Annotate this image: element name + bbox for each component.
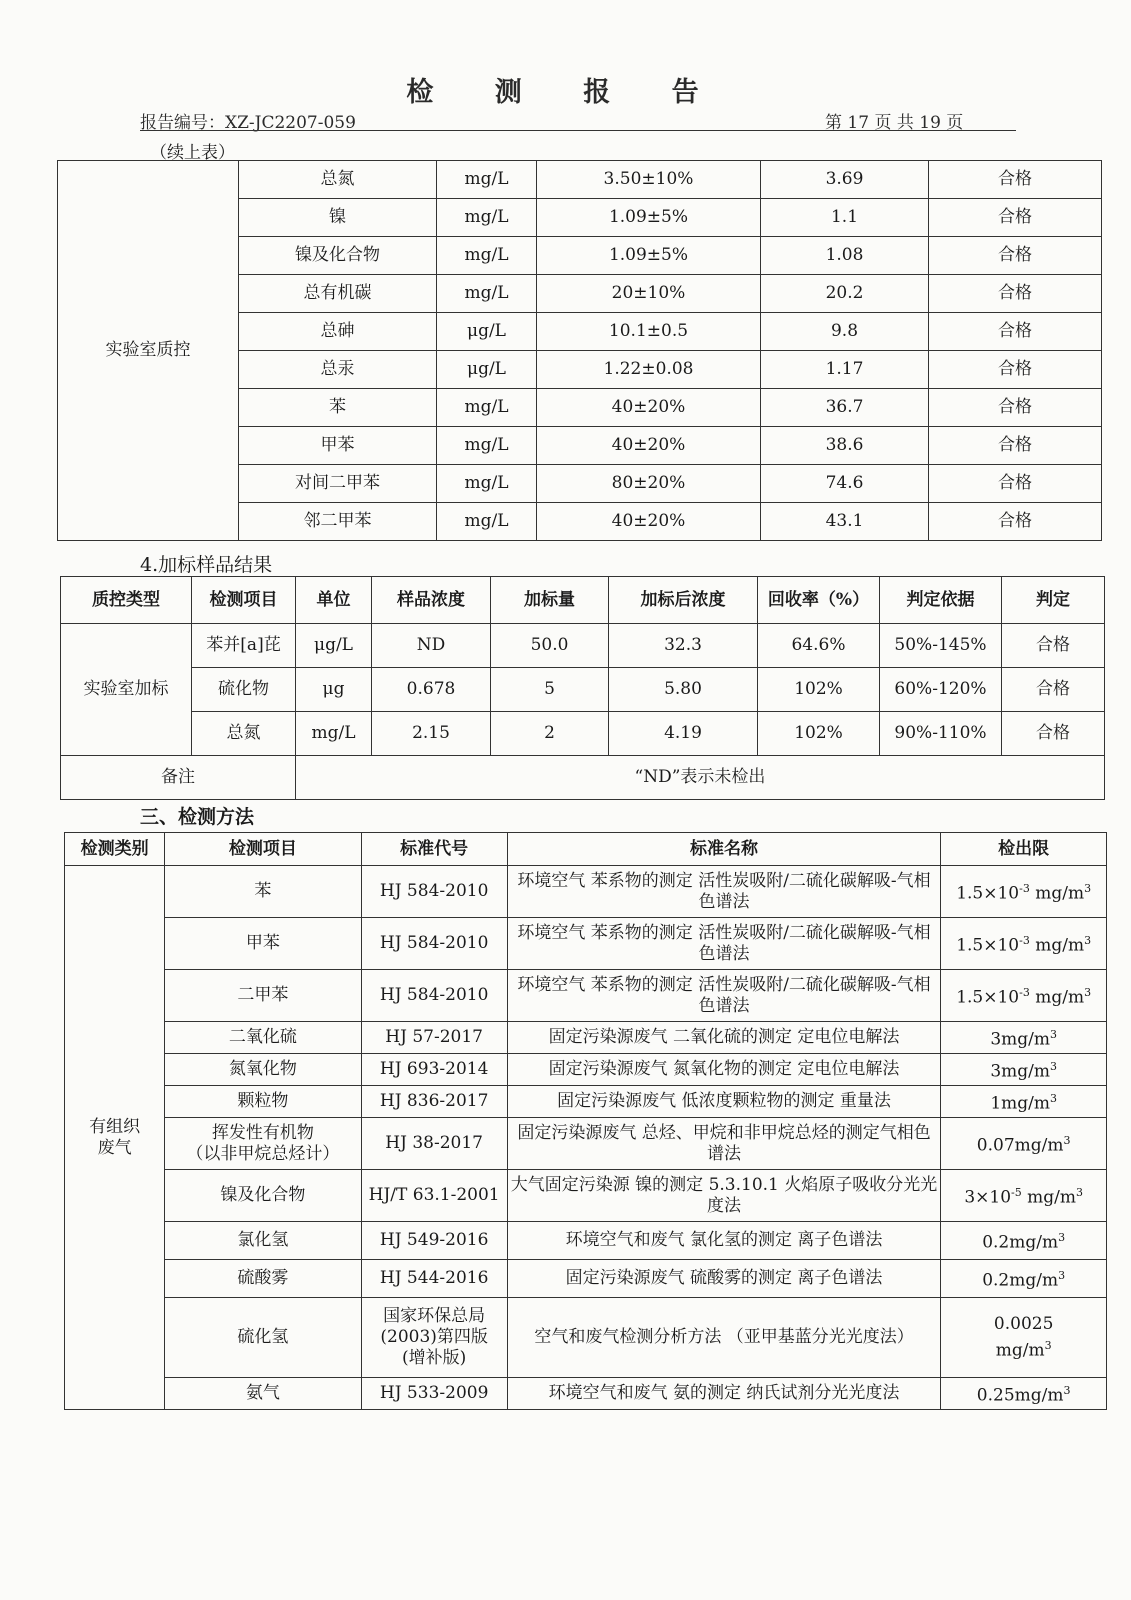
method-column-header: 标准名称 xyxy=(507,833,941,866)
method-item: 二甲苯 xyxy=(165,970,361,1022)
method-standard-code: HJ 584-2010 xyxy=(361,970,507,1022)
spike-verdict: 合格 xyxy=(1002,668,1105,712)
qc-unit: mg/L xyxy=(437,427,537,465)
qc-item: 苯 xyxy=(239,389,437,427)
spike-recovery: 102% xyxy=(758,668,880,712)
qc-verdict: 合格 xyxy=(929,161,1102,199)
qc-standard-value: 3.50±10% xyxy=(537,161,761,199)
method-standard-code: HJ/T 63.1-2001 xyxy=(361,1170,507,1222)
method-item: 硫酸雾 xyxy=(165,1260,361,1298)
method-item: 挥发性有机物 （以非甲烷总烃计） xyxy=(165,1118,361,1170)
qc-row xyxy=(58,161,1102,199)
qc-standard-value: 20±10% xyxy=(537,275,761,313)
method-row xyxy=(65,1118,1107,1170)
method-row xyxy=(65,1260,1107,1298)
method-standard-code: HJ 57-2017 xyxy=(361,1022,507,1054)
method-row xyxy=(65,918,1107,970)
method-standard-name: 固定污染源废气 二氧化硫的测定 定电位电解法 xyxy=(507,1022,941,1054)
method-detection-limit: $1.5\times 10^{-3}$ $mg/m^3$ xyxy=(941,918,1107,970)
method-column-header: 检测类别 xyxy=(65,833,165,866)
method-item: 镍及化合物 xyxy=(165,1170,361,1222)
page-info: 第 17 页 共 19 页 xyxy=(825,113,964,133)
method-detection-limit: 0.0025 $mg/m^3$ xyxy=(941,1298,1107,1378)
method-standard-name: 环境空气和废气 氯化氢的测定 离子色谱法 xyxy=(507,1222,941,1260)
method-detection-limit: $3\times 10^{-5}$ $mg/m^3$ xyxy=(941,1170,1107,1222)
spike-column-header: 判定依据 xyxy=(880,577,1002,624)
qc-verdict: 合格 xyxy=(929,275,1102,313)
method-standard-code: HJ 544-2016 xyxy=(361,1260,507,1298)
qc-verdict: 合格 xyxy=(929,199,1102,237)
continued-label: （续上表） xyxy=(150,143,235,163)
spike-after-conc: 32.3 xyxy=(609,624,758,668)
report-title: 检 测 报 告 xyxy=(406,77,725,108)
spike-column-header: 加标后浓度 xyxy=(609,577,758,624)
qc-standard-value: 1.09±5% xyxy=(537,199,761,237)
spike-after-conc: 4.19 xyxy=(609,712,758,756)
method-row xyxy=(65,1378,1107,1410)
method-row xyxy=(65,1298,1107,1378)
spike-amount: 2 xyxy=(491,712,609,756)
qc-measured-value: 20.2 xyxy=(761,275,929,313)
spike-basis: 90%-110% xyxy=(880,712,1002,756)
spike-column-header: 回收率（%） xyxy=(758,577,880,624)
method-detection-limit: $0.07mg/m^3$ xyxy=(941,1118,1107,1170)
spike-recovery: 102% xyxy=(758,712,880,756)
spike-verdict: 合格 xyxy=(1002,712,1105,756)
method-standard-name: 固定污染源废气 氮氧化物的测定 定电位电解法 xyxy=(507,1054,941,1086)
qc-standard-value: 1.09±5% xyxy=(537,237,761,275)
qc-measured-value: 1.1 xyxy=(761,199,929,237)
qc-item: 总砷 xyxy=(239,313,437,351)
qc-measured-value: 1.08 xyxy=(761,237,929,275)
method-item: 甲苯 xyxy=(165,918,361,970)
qc-unit: mg/L xyxy=(437,199,537,237)
spike-column-header: 样品浓度 xyxy=(372,577,491,624)
method-detection-limit: $0.2mg/m^3$ xyxy=(941,1260,1107,1298)
method-detection-limit: $1.5\times 10^{-3}$ $mg/m^3$ xyxy=(941,866,1107,918)
method-standard-name: 大气固定污染源 镍的测定 5.3.10.1 火焰原子吸收分光光度法 xyxy=(507,1170,941,1222)
spike-sample-conc: 2.15 xyxy=(372,712,491,756)
qc-unit: mg/L xyxy=(437,237,537,275)
qc-measured-value: 1.17 xyxy=(761,351,929,389)
method-standard-code: HJ 38-2017 xyxy=(361,1118,507,1170)
qc-measured-value: 3.69 xyxy=(761,161,929,199)
remark-label: 备注 xyxy=(61,756,296,800)
qc-standard-value: 1.22±0.08 xyxy=(537,351,761,389)
method-standard-name: 环境空气 苯系物的测定 活性炭吸附/二硫化碳解吸-气相色谱法 xyxy=(507,918,941,970)
method-row xyxy=(65,1170,1107,1222)
method-standard-code: HJ 549-2016 xyxy=(361,1222,507,1260)
qc-table xyxy=(57,160,1102,541)
qc-unit: μg/L xyxy=(437,313,537,351)
qc-verdict: 合格 xyxy=(929,465,1102,503)
method-detection-limit: $0.25mg/m^3$ xyxy=(941,1378,1107,1410)
qc-item: 总有机碳 xyxy=(239,275,437,313)
method-row xyxy=(65,866,1107,918)
spike-row xyxy=(61,624,1105,668)
method-item: 氯化氢 xyxy=(165,1222,361,1260)
method-row xyxy=(65,1054,1107,1086)
method-standard-name: 固定污染源废气 硫酸雾的测定 离子色谱法 xyxy=(507,1260,941,1298)
method-standard-name: 环境空气 苯系物的测定 活性炭吸附/二硫化碳解吸-气相色谱法 xyxy=(507,970,941,1022)
remark-row xyxy=(61,756,1105,800)
method-row xyxy=(65,1022,1107,1054)
spike-unit: μg/L xyxy=(296,624,372,668)
spike-item: 硫化物 xyxy=(192,668,296,712)
method-detection-limit: $3mg/m^3$ xyxy=(941,1054,1107,1086)
method-item: 硫化氢 xyxy=(165,1298,361,1378)
qc-category: 实验室质控 xyxy=(58,161,239,541)
qc-standard-value: 10.1±0.5 xyxy=(537,313,761,351)
method-row xyxy=(65,1222,1107,1260)
qc-standard-value: 80±20% xyxy=(537,465,761,503)
spike-column-header: 判定 xyxy=(1002,577,1105,624)
spike-column-header: 加标量 xyxy=(491,577,609,624)
qc-unit: mg/L xyxy=(437,465,537,503)
qc-item: 对间二甲苯 xyxy=(239,465,437,503)
method-column-header: 检测项目 xyxy=(165,833,361,866)
method-item: 氨气 xyxy=(165,1378,361,1410)
spike-sample-conc: 0.678 xyxy=(372,668,491,712)
qc-verdict: 合格 xyxy=(929,389,1102,427)
qc-item: 总氮 xyxy=(239,161,437,199)
spike-unit: mg/L xyxy=(296,712,372,756)
method-item: 氮氧化物 xyxy=(165,1054,361,1086)
spike-table xyxy=(60,576,1105,800)
qc-standard-value: 40±20% xyxy=(537,427,761,465)
method-standard-code: HJ 533-2009 xyxy=(361,1378,507,1410)
report-number: 报告编号：XZ-JC2207-059 xyxy=(140,113,356,133)
spike-item: 总氮 xyxy=(192,712,296,756)
method-standard-code: HJ 584-2010 xyxy=(361,866,507,918)
spike-column-header: 质控类型 xyxy=(61,577,192,624)
method-row xyxy=(65,970,1107,1022)
method-standard-code: HJ 836-2017 xyxy=(361,1086,507,1118)
spike-column-header: 检测项目 xyxy=(192,577,296,624)
spike-basis: 50%-145% xyxy=(880,624,1002,668)
qc-item: 邻二甲苯 xyxy=(239,503,437,541)
qc-unit: mg/L xyxy=(437,275,537,313)
qc-standard-value: 40±20% xyxy=(537,389,761,427)
qc-verdict: 合格 xyxy=(929,237,1102,275)
spike-column-header: 单位 xyxy=(296,577,372,624)
method-table xyxy=(64,832,1107,1410)
method-standard-code: 国家环保总局 (2003)第四版 (增补版) xyxy=(361,1298,507,1378)
method-heading: 三、检测方法 xyxy=(140,806,255,828)
method-column-header: 标准代号 xyxy=(361,833,507,866)
spike-row xyxy=(61,712,1105,756)
qc-unit: mg/L xyxy=(437,161,537,199)
qc-unit: μg/L xyxy=(437,351,537,389)
qc-standard-value: 40±20% xyxy=(537,503,761,541)
method-standard-name: 环境空气和废气 氨的测定 纳氏试剂分光光度法 xyxy=(507,1378,941,1410)
qc-verdict: 合格 xyxy=(929,427,1102,465)
qc-item: 镍 xyxy=(239,199,437,237)
method-item: 颗粒物 xyxy=(165,1086,361,1118)
method-item: 苯 xyxy=(165,866,361,918)
qc-verdict: 合格 xyxy=(929,351,1102,389)
spike-amount: 5 xyxy=(491,668,609,712)
method-standard-name: 空气和废气检测分析方法 （亚甲基蓝分光光度法） xyxy=(507,1298,941,1378)
method-detection-limit: $1.5\times 10^{-3}$ $mg/m^3$ xyxy=(941,970,1107,1022)
spike-category: 实验室加标 xyxy=(61,624,192,756)
spike-sample-conc: ND xyxy=(372,624,491,668)
qc-item: 甲苯 xyxy=(239,427,437,465)
method-standard-code: HJ 693-2014 xyxy=(361,1054,507,1086)
spike-recovery: 64.6% xyxy=(758,624,880,668)
method-standard-name: 环境空气 苯系物的测定 活性炭吸附/二硫化碳解吸-气相色谱法 xyxy=(507,866,941,918)
qc-measured-value: 74.6 xyxy=(761,465,929,503)
spike-heading: 4.加标样品结果 xyxy=(140,554,273,576)
spike-unit: μg xyxy=(296,668,372,712)
qc-measured-value: 36.7 xyxy=(761,389,929,427)
qc-verdict: 合格 xyxy=(929,313,1102,351)
remark-text: “ND”表示未检出 xyxy=(296,756,1105,800)
qc-measured-value: 38.6 xyxy=(761,427,929,465)
spike-row xyxy=(61,668,1105,712)
header-divider xyxy=(140,130,1016,131)
method-row xyxy=(65,1086,1107,1118)
method-standard-code: HJ 584-2010 xyxy=(361,918,507,970)
qc-unit: mg/L xyxy=(437,389,537,427)
method-detection-limit: $3mg/m^3$ xyxy=(941,1022,1107,1054)
method-standard-name: 固定污染源废气 总烃、甲烷和非甲烷总烃的测定气相色谱法 xyxy=(507,1118,941,1170)
spike-amount: 50.0 xyxy=(491,624,609,668)
qc-item: 总汞 xyxy=(239,351,437,389)
spike-after-conc: 5.80 xyxy=(609,668,758,712)
method-standard-name: 固定污染源废气 低浓度颗粒物的测定 重量法 xyxy=(507,1086,941,1118)
method-detection-limit: $1mg/m^3$ xyxy=(941,1086,1107,1118)
qc-measured-value: 43.1 xyxy=(761,503,929,541)
spike-verdict: 合格 xyxy=(1002,624,1105,668)
qc-measured-value: 9.8 xyxy=(761,313,929,351)
method-column-header: 检出限 xyxy=(941,833,1107,866)
spike-item: 苯并[a]芘 xyxy=(192,624,296,668)
qc-unit: mg/L xyxy=(437,503,537,541)
method-detection-limit: $0.2mg/m^3$ xyxy=(941,1222,1107,1260)
qc-verdict: 合格 xyxy=(929,503,1102,541)
method-category: 有组织 废气 xyxy=(65,866,165,1410)
qc-item: 镍及化合物 xyxy=(239,237,437,275)
method-item: 二氧化硫 xyxy=(165,1022,361,1054)
spike-basis: 60%-120% xyxy=(880,668,1002,712)
